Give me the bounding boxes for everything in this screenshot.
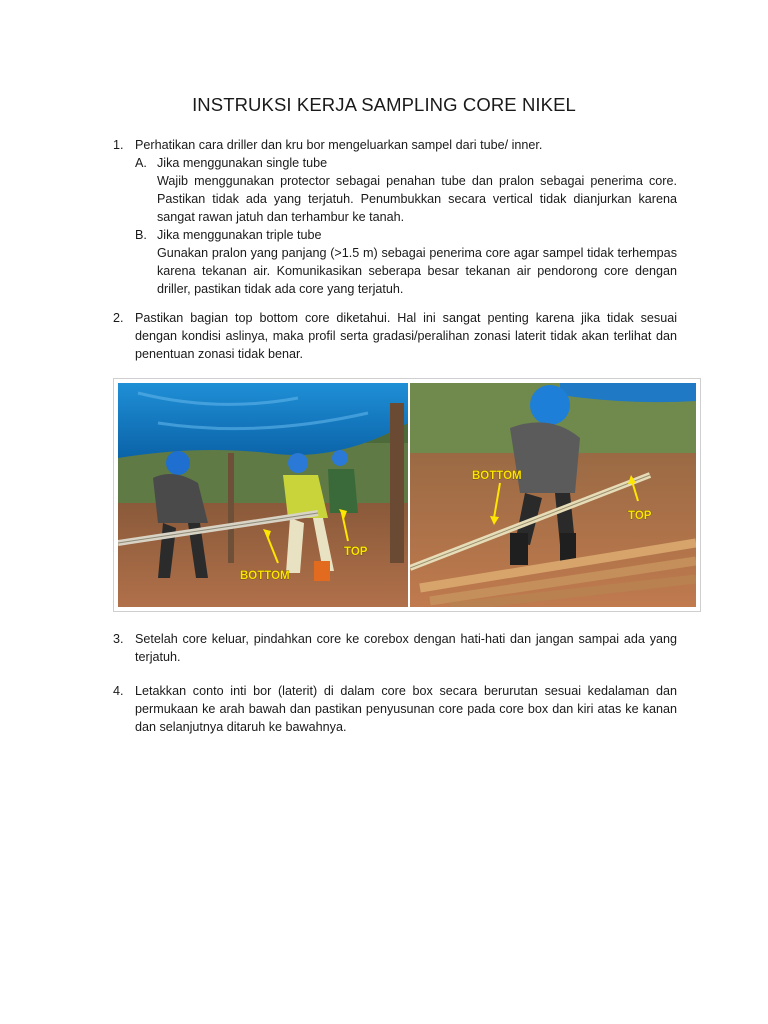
- top-label: TOP: [628, 510, 652, 522]
- page-title: INSTRUKSI KERJA SAMPLING CORE NIKEL: [192, 94, 576, 115]
- list-item-3: [113, 630, 677, 666]
- item-number: 2.: [113, 311, 124, 325]
- photo-left: [118, 383, 408, 607]
- item-text: Setelah core keluar, pindahkan core ke corebox dengan hati-hati dan jangan sampai ada yang terjatuh.: [135, 632, 677, 664]
- item-number: 1.: [113, 138, 124, 152]
- list-item-1: [113, 136, 677, 298]
- photo-right: [410, 383, 696, 607]
- photo-left-illustration: [118, 383, 408, 607]
- subitem-a: [135, 154, 677, 226]
- subitem-letter: A.: [135, 156, 147, 170]
- photo-right-illustration: [410, 383, 696, 607]
- item-text: Pastikan bagian top bottom core diketahui. Hal ini sangat penting karena jika tidak sesuai dengan kondisi aslinya, maka profil serta gradasi/peralihan zonasi laterit tidak akan terlihat dan penentuan zonasi tidak benar.: [135, 311, 677, 361]
- subitem-letter: B.: [135, 228, 147, 242]
- bottom-label: BOTTOM: [472, 470, 522, 482]
- top-label: TOP: [344, 546, 368, 558]
- item-text: Letakkan conto inti bor (laterit) di dalam core box secara berurutan sesuai kedalaman dan permukaan ke arah bawah dan pastikan penyusunan core pada core box dan kiri atas ke kanan dan selanjutnya ditaruh ke bawahnya.: [135, 684, 677, 734]
- subitem-heading: Jika menggunakan single tube: [157, 156, 328, 170]
- photo-figure: [113, 378, 701, 612]
- subitem-text: Wajib menggunakan protector sebagai penahan tube dan pralon sebagai penerima core. Pastikan tidak ada yang terjatuh. Penumbukkan secara vertical tidak dianjurkan karena sangat rawan jatuh dan terhambur ke tanah.: [157, 174, 677, 224]
- list-item-4: [113, 682, 677, 736]
- item-text: Perhatikan cara driller dan kru bor mengeluarkan sampel dari tube/ inner.: [135, 138, 543, 152]
- item-number: 4.: [113, 684, 124, 698]
- list-item-2: [113, 309, 677, 363]
- bottom-label: BOTTOM: [240, 570, 290, 582]
- subitem-b: [135, 226, 677, 298]
- item-number: 3.: [113, 632, 124, 646]
- subitem-heading: Jika menggunakan triple tube: [157, 228, 322, 242]
- subitem-text: Gunakan pralon yang panjang (>1.5 m) sebagai penerima core agar sampel tidak terhempas karena tekanan air. Komunikasikan seberapa besar tekanan air pendorong core dengan driller, pastikan tidak ada core yang terjatuh.: [157, 246, 677, 296]
